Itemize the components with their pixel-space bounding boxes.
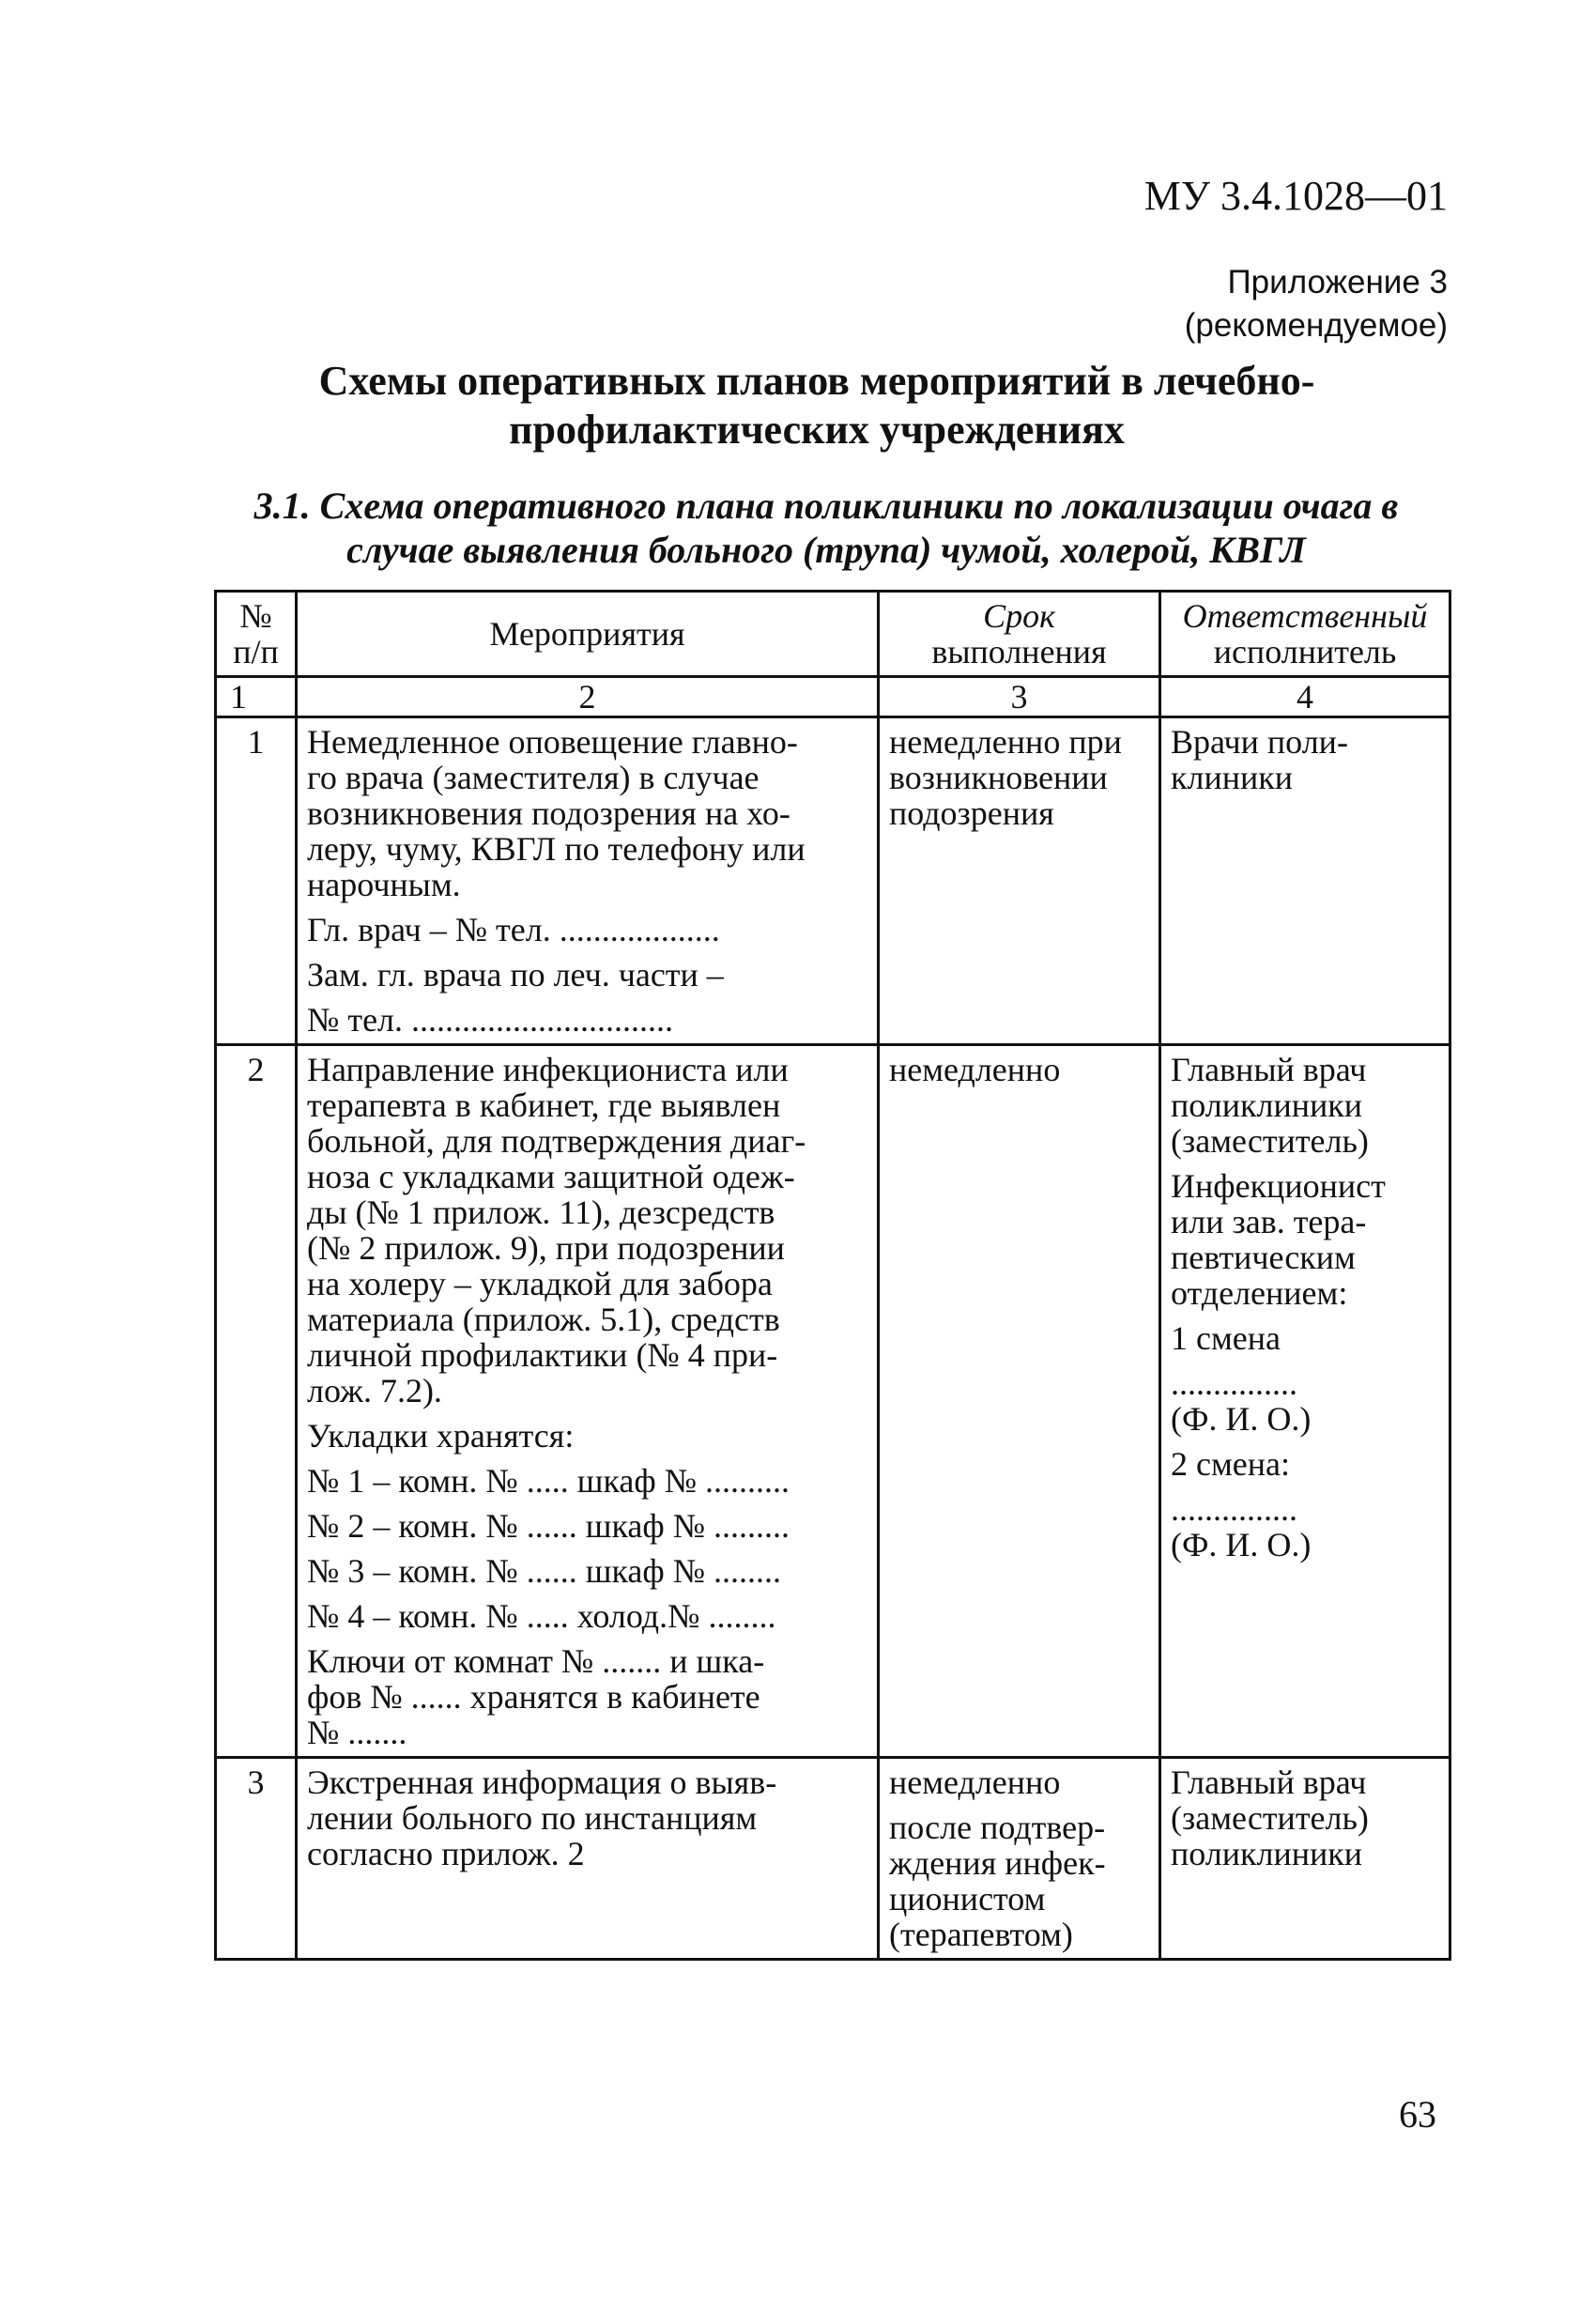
column-index: 4 bbox=[1160, 677, 1450, 717]
row-number: 3 bbox=[216, 1758, 297, 1960]
header-deadline-line: выполнения bbox=[931, 633, 1107, 670]
responsible-line: 2 смена: bbox=[1171, 1445, 1290, 1483]
header-deadline bbox=[879, 592, 1160, 677]
responsible-cell bbox=[1160, 1045, 1450, 1758]
measure-line: Немедленное оповещение главно- bbox=[307, 723, 798, 761]
header-number bbox=[216, 592, 297, 677]
responsible-line: (Ф. И. О.) bbox=[1171, 1526, 1312, 1563]
table-header-row bbox=[216, 592, 1450, 677]
header-deadline-line: Срок bbox=[983, 597, 1055, 635]
measure-extra-line: Ключи от комнат № ....... и шка- bbox=[307, 1642, 765, 1680]
measure-line: согласно прилож. 2 bbox=[307, 1835, 585, 1872]
section-title-line: 3.1. Схема оперативного плана поликлиники по локализации очага в bbox=[253, 485, 1399, 527]
responsible-line: (заместитель) bbox=[1171, 1122, 1369, 1160]
deadline-line: ждения инфек- bbox=[889, 1844, 1106, 1882]
page-title bbox=[282, 357, 1352, 454]
section-title bbox=[244, 484, 1408, 572]
deadline-cell bbox=[879, 1045, 1160, 1758]
measure-line: лении больного по инстанциям bbox=[307, 1799, 758, 1837]
header-number-line: № bbox=[239, 597, 272, 635]
measure-line: лож. 7.2). bbox=[307, 1372, 442, 1409]
table-row bbox=[216, 1045, 1450, 1758]
responsible-line: 1 смена bbox=[1171, 1319, 1281, 1357]
page-title-line: профилактических учреждениях bbox=[509, 407, 1125, 453]
document-code: МУ 3.4.1028—01 bbox=[1143, 173, 1448, 219]
responsible-line: Инфекционист bbox=[1171, 1167, 1386, 1205]
measure-extra-line: № 4 – комн. № ..... холод.№ ........ bbox=[307, 1597, 776, 1635]
measure-line: го врача (заместителя) в случае bbox=[307, 759, 760, 796]
responsible-line: Главный врач bbox=[1171, 1763, 1367, 1801]
responsible-line: (заместитель) bbox=[1171, 1799, 1369, 1837]
deadline-cell bbox=[879, 717, 1160, 1045]
measure-extra-line: Зам. гл. врача по леч. части – bbox=[307, 956, 724, 993]
table-row bbox=[216, 1758, 1450, 1960]
deadline-line: после подтвер- bbox=[889, 1809, 1106, 1846]
responsible-line: клиники bbox=[1171, 759, 1294, 796]
deadline-line: немедленно при bbox=[889, 723, 1122, 761]
measure-line: больной, для подтверждения диаг- bbox=[307, 1122, 806, 1160]
responsible-line: или зав. тера- bbox=[1171, 1203, 1367, 1240]
responsible-line: Врачи поли- bbox=[1171, 723, 1348, 761]
measure-line: Направление инфекциониста или bbox=[307, 1051, 789, 1088]
measure-extra-line: Укладки хранятся: bbox=[307, 1417, 575, 1455]
header-responsible-line: исполнитель bbox=[1213, 633, 1397, 670]
measure-line: ды (№ 1 прилож. 11), дезсредств bbox=[307, 1194, 775, 1231]
column-index: 2 bbox=[297, 677, 879, 717]
responsible-line: певтическим bbox=[1171, 1239, 1356, 1276]
measure-line: нарочным. bbox=[307, 866, 461, 903]
measure-line: личной профилактики (№ 4 при- bbox=[307, 1336, 778, 1374]
appendix-status: (рекомендуемое) bbox=[1184, 307, 1448, 344]
measure-line: терапевта в кабинет, где выявлен bbox=[307, 1086, 781, 1124]
measure-extra-line: № 1 – комн. № ..... шкаф № .......... bbox=[307, 1462, 790, 1500]
responsible-line: (Ф. И. О.) bbox=[1171, 1400, 1312, 1438]
deadline-line: немедленно bbox=[889, 1051, 1061, 1088]
deadline-line: немедленно bbox=[889, 1763, 1061, 1801]
measure-cell bbox=[297, 1758, 879, 1960]
measure-extra-line: № 2 – комн. № ...... шкаф № ......... bbox=[307, 1507, 790, 1545]
header-measures: Мероприятия bbox=[297, 592, 879, 677]
appendix-number: Приложение 3 bbox=[1227, 264, 1448, 300]
header-number-line: п/п bbox=[233, 633, 279, 670]
measure-line: ноза с укладками защитной одеж- bbox=[307, 1158, 795, 1195]
column-index-row bbox=[216, 677, 1450, 717]
measure-line: (№ 2 прилож. 9), при подозрении bbox=[307, 1229, 785, 1267]
page-title-line: Схемы оперативных планов мероприятий в лечебно- bbox=[318, 358, 1315, 404]
measure-extra-line: Гл. врач – № тел. ................... bbox=[307, 911, 720, 948]
measure-cell bbox=[297, 1045, 879, 1758]
measure-extra-line: № 3 – комн. № ...... шкаф № ........ bbox=[307, 1552, 782, 1590]
page-number: 63 bbox=[1399, 2093, 1436, 2135]
measure-extra-line: фов № ...... хранятся в кабинете bbox=[307, 1678, 760, 1716]
responsible-line: Главный врач bbox=[1171, 1051, 1367, 1088]
measure-extra-line: № тел. ............................... bbox=[307, 1001, 674, 1039]
responsible-line: поликлиники bbox=[1171, 1835, 1363, 1872]
appendix-label bbox=[1185, 261, 1448, 347]
deadline-line: (терапевтом) bbox=[889, 1916, 1073, 1953]
responsible-line: ............... bbox=[1171, 1364, 1297, 1402]
responsible-cell bbox=[1160, 1758, 1450, 1960]
column-index: 3 bbox=[879, 677, 1160, 717]
responsible-line: поликлиники bbox=[1171, 1086, 1363, 1124]
column-index: 1 bbox=[216, 677, 297, 717]
measure-cell bbox=[297, 717, 879, 1045]
measure-line: на холеру – укладкой для забора bbox=[307, 1265, 773, 1302]
deadline-line: подозрения bbox=[889, 794, 1054, 832]
responsible-cell bbox=[1160, 717, 1450, 1045]
measure-extra-line: № ....... bbox=[307, 1714, 407, 1751]
measures-table bbox=[214, 590, 1451, 1961]
measure-line: леру, чуму, КВГЛ по телефону или bbox=[307, 830, 806, 868]
measure-line: Экстренная информация о выяв- bbox=[307, 1763, 777, 1801]
row-number: 2 bbox=[216, 1045, 297, 1758]
deadline-cell bbox=[879, 1758, 1160, 1960]
measure-line: возникновения подозрения на хо- bbox=[307, 794, 790, 832]
deadline-line: возникновении bbox=[889, 759, 1108, 796]
measure-line: материала (прилож. 5.1), средств bbox=[307, 1301, 780, 1338]
section-title-line: случае выявления больного (трупа) чумой, холерой, КВГЛ bbox=[346, 529, 1306, 571]
header-responsible bbox=[1160, 592, 1450, 677]
responsible-line: отделением: bbox=[1171, 1274, 1348, 1312]
table-row bbox=[216, 717, 1450, 1045]
deadline-line: ционистом bbox=[889, 1880, 1046, 1917]
responsible-line: ............... bbox=[1171, 1490, 1297, 1528]
row-number: 1 bbox=[216, 717, 297, 1045]
header-responsible-line: Ответственный bbox=[1182, 597, 1428, 635]
